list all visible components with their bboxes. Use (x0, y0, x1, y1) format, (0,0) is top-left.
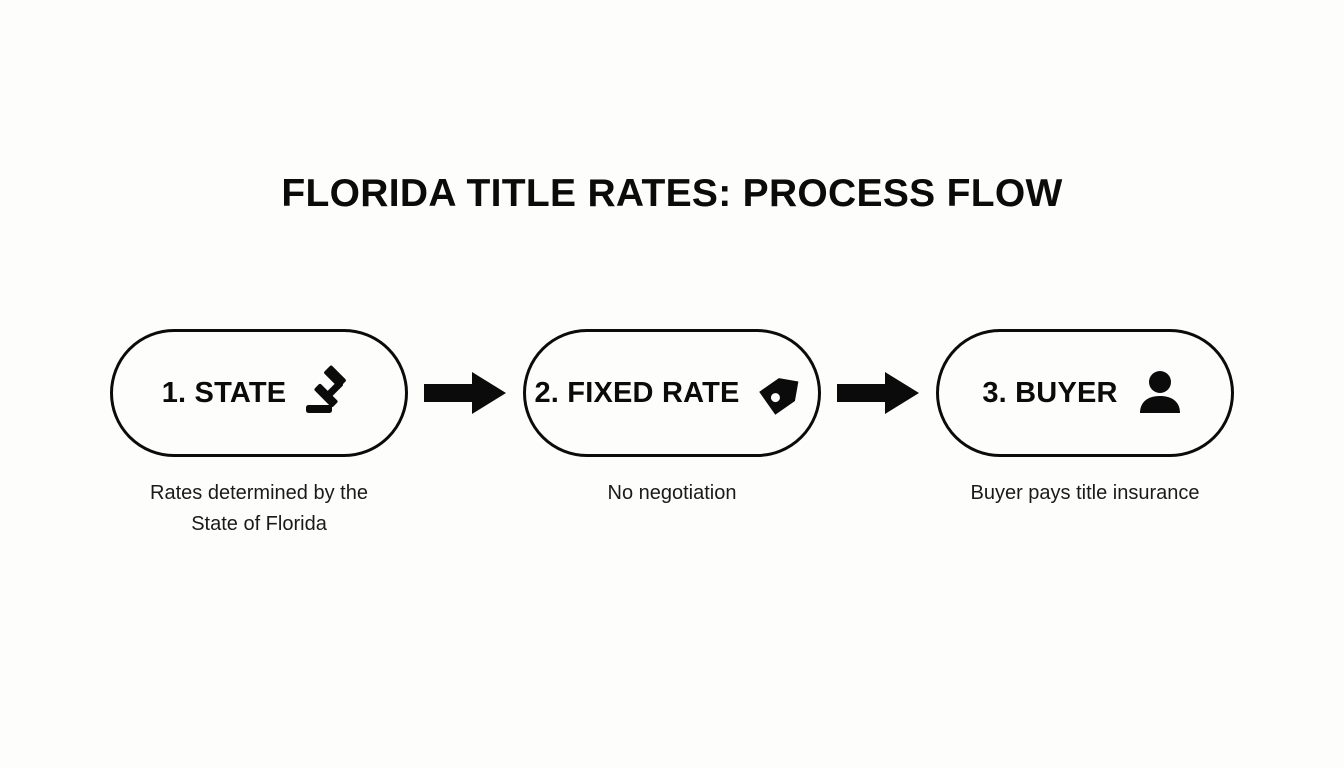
flow-step-fixed-rate[interactable] (523, 329, 821, 457)
flow-step-state[interactable] (110, 329, 408, 457)
flow-step-caption-state: Rates determined by the State of Florida (150, 482, 368, 535)
flow-step-label: 3. BUYER (982, 376, 1118, 409)
flow-step-caption-fixed-rate: No negotiation (607, 482, 737, 504)
caption-spacer-2 (833, 478, 925, 540)
caption-spacer-1 (420, 478, 512, 540)
flow-step-label: 2. FIXED RATE (534, 376, 740, 409)
page-title: FLORIDA TITLE RATES: PROCESS FLOW (281, 172, 1063, 215)
process-captions-row (110, 478, 1234, 540)
arrow-right-icon-1 (420, 365, 512, 421)
arrow-right-icon-2 (833, 365, 925, 421)
gavel-icon (300, 365, 356, 421)
flow-step-label: 1. STATE (161, 376, 287, 409)
price-tag-icon (754, 365, 810, 421)
flow-step-buyer[interactable] (936, 329, 1234, 457)
flow-step-caption-buyer: Buyer pays title insurance (970, 482, 1200, 504)
person-icon (1132, 365, 1188, 421)
process-flow-row (110, 328, 1234, 458)
